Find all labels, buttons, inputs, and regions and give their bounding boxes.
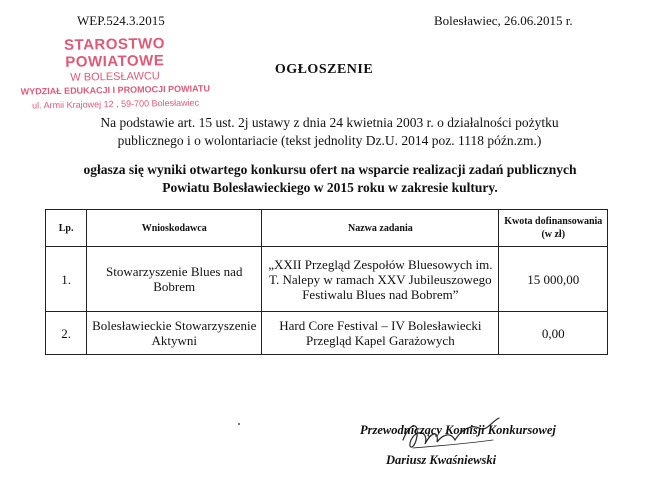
table-row	[46, 247, 608, 312]
place-date: Bolesławiec, 26.06.2015 r.	[434, 13, 573, 28]
table-header-row	[46, 210, 608, 247]
stamp-line-department: WYDZIAŁ EDUKACJI I PROMOCJI POWIATU	[20, 83, 211, 97]
signatory-title: Przewodniczący Komisji Konkursowej	[360, 423, 556, 437]
row-task: „XXII Przegląd Zespołów Bluesowych im. T. Nalepy w ramach XXV Jubileuszowego Festiwalu Blues nad Bobrem”	[262, 247, 499, 312]
row-task: Hard Core Festival – IV Bolesławiecki Przegląd Kapel Garażowych	[262, 312, 499, 355]
header-applicant: Wnioskodawca	[87, 210, 262, 247]
header-lp: Lp.	[46, 210, 87, 247]
row-amount: 15 000,00	[499, 247, 608, 312]
announcement: ogłasza się wyniki otwartego konkursu ofert na wsparcie realizacji zadań publicznych Powiatu Bolesławieckiego w 2015 roku w zakresie kultury.	[83, 162, 577, 195]
row-applicant: Stowarzyszenie Blues nad Bobrem	[87, 247, 262, 312]
header-task: Nazwa zadania	[262, 210, 499, 247]
stamp-line-address: ul. Armii Krajowej 12 , 59-700 Bolesławiec	[31, 97, 200, 111]
row-amount: 0,00	[499, 312, 608, 355]
scan-speck	[238, 423, 240, 425]
header-amount: Kwota dofinansowania (w zł)	[499, 210, 608, 247]
table-row	[46, 312, 608, 355]
stamp-line-office: STAROSTWO POWIATOWE	[63, 35, 166, 71]
row-lp: 1.	[46, 247, 87, 312]
legal-basis: Na podstawie art. 15 ust. 2j ustawy z dnia 24 kwietnia 2003 r. o działalności pożytku publicznego i o wolontariacie (tekst jednolity Dz.U. 2014 poz. 1118 późn.zm.)	[100, 115, 559, 148]
results-table	[45, 209, 608, 355]
row-applicant: Bolesławieckie Stowarzyszenie Aktywni	[87, 312, 262, 355]
row-lp: 2.	[46, 312, 87, 355]
reference-number: WEP.524.3.2015	[77, 13, 165, 28]
stamp-line-city: W BOLESŁAWCU	[70, 70, 160, 84]
signatory-name: Dariusz Kwaśniewski	[386, 453, 497, 467]
page-title: OGŁOSZENIE	[274, 62, 374, 77]
